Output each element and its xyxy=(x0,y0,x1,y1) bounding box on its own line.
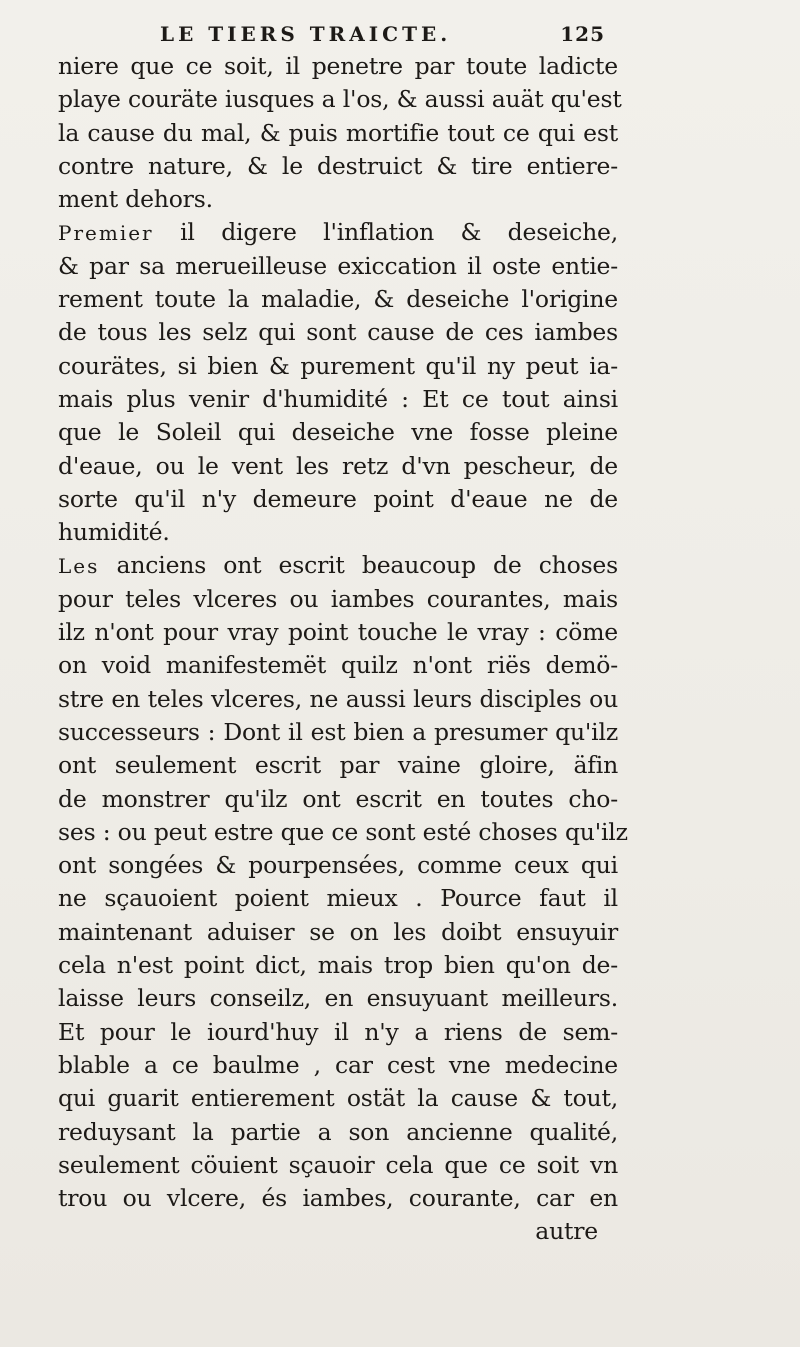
text-line xyxy=(58,616,618,649)
text-line xyxy=(58,549,618,582)
line-text: de tous les selz qui sont cause de ces iambes xyxy=(58,318,618,347)
text-line xyxy=(58,83,622,116)
text-line xyxy=(58,716,618,749)
line-text: cela n'est point dict, mais trop bien qu'on de- xyxy=(58,951,618,980)
text-line xyxy=(58,849,618,882)
text-line xyxy=(58,1116,618,1149)
text-line xyxy=(58,916,618,949)
text-line xyxy=(58,583,618,616)
text-line xyxy=(58,316,618,349)
line-text: d'eaue, ou le vent les retz d'vn pescheur, de xyxy=(58,451,618,480)
line-text: ment dehors. xyxy=(58,185,213,214)
text-line xyxy=(58,882,618,915)
line-text: la cause du mal, & puis mortifie tout ce qui est xyxy=(58,118,618,147)
paragraph-lead-word: Premier xyxy=(58,221,154,246)
text-line xyxy=(58,350,618,383)
text-line xyxy=(58,1182,618,1215)
line-text: mais plus venir d'humidité : Et ce tout ainsi xyxy=(58,384,618,413)
text-line xyxy=(58,1082,618,1115)
line-text: pour teles vlceres ou iambes courantes, mais xyxy=(58,584,618,613)
line-text: trou ou vlcere, és iambes, courante, car en xyxy=(58,1184,618,1213)
line-text: ses : ou peut estre que ce sont esté choses qu'ilz xyxy=(58,817,628,846)
line-text: maintenant aduiser se on les doibt ensuyuir xyxy=(58,917,618,946)
line-text: niere que ce soit, il penetre par toute ladicte xyxy=(58,52,618,80)
line-text: Et pour le iourd'huy il n'y a riens de sem- xyxy=(58,1017,618,1046)
text-line xyxy=(58,416,618,449)
text-line xyxy=(58,1016,618,1049)
page-header xyxy=(160,18,605,54)
line-text: ont seulement escrit par vaine gloire, äfin xyxy=(58,751,618,780)
line-text: contre nature, & le destruict & tire entiere- xyxy=(58,151,618,180)
text-line xyxy=(58,816,628,849)
line-text: ont songées & pourpensées, comme ceux qui xyxy=(58,851,618,880)
line-text: laisse leurs conseilz, en ensuyuant meilleurs. xyxy=(58,984,618,1013)
text-line xyxy=(58,483,618,516)
line-text: autre xyxy=(535,1217,598,1246)
text-line xyxy=(58,383,618,416)
line-text: humidité. xyxy=(58,518,170,547)
line-text: blable a ce baulme , car cest vne medecine xyxy=(58,1050,618,1079)
text-line xyxy=(58,516,618,549)
line-text: il digere l'inflation & deseiche, xyxy=(153,218,618,247)
line-text: on void manifestemët quilz n'ont riës demö- xyxy=(58,651,618,680)
text-line xyxy=(58,982,618,1015)
page-number: 125 xyxy=(560,22,605,46)
line-text: rement toute la maladie, & deseiche l'origine xyxy=(58,285,618,314)
line-text: courätes, si bien & purement qu'il ny peut ia- xyxy=(58,351,618,380)
text-line xyxy=(58,216,618,249)
running-title: LE TIERS TRAICTE. xyxy=(160,22,452,46)
line-text: stre en teles vlceres, ne aussi leurs disciples ou xyxy=(58,684,618,713)
text-line xyxy=(58,50,618,83)
line-text: qui guarit entierement ostät la cause & tout, xyxy=(58,1084,618,1113)
line-text: que le Soleil qui deseiche vne fosse pleine xyxy=(58,418,618,447)
text-line xyxy=(58,283,618,316)
body-text xyxy=(58,50,628,1249)
text-line xyxy=(58,683,618,716)
line-text: anciens ont escrit beaucoup de choses xyxy=(99,551,618,580)
paragraph-lead-word: Les xyxy=(58,554,100,579)
line-text: ne sçauoient poient mieux . Pource faut il xyxy=(58,884,618,913)
text-line xyxy=(58,183,618,216)
line-text: ilz n'ont pour vray point touche le vray : cöme xyxy=(58,618,618,647)
text-line xyxy=(58,150,618,183)
text-line xyxy=(58,117,618,150)
line-text: seulement cöuient sçauoir cela que ce soit vn xyxy=(58,1150,618,1179)
text-line xyxy=(58,1149,618,1182)
line-text: de monstrer qu'ilz ont escrit en toutes cho- xyxy=(58,784,618,813)
text-line xyxy=(58,783,618,816)
line-text: sorte qu'il n'y demeure point d'eaue ne de xyxy=(58,484,618,513)
text-line xyxy=(58,450,618,483)
line-text: successeurs : Dont il est bien a presumer qu'ilz xyxy=(58,717,618,746)
text-line xyxy=(58,949,618,982)
text-line xyxy=(58,749,618,782)
catchword xyxy=(58,1215,618,1248)
text-line xyxy=(58,649,618,682)
line-text: & par sa merueilleuse exiccation il oste entie- xyxy=(58,251,618,280)
text-line xyxy=(58,250,618,283)
text-line xyxy=(58,1049,618,1082)
line-text: playe couräte iusques a l'os, & aussi auät qu'est xyxy=(58,85,622,114)
line-text: reduysant la partie a son ancienne qualité, xyxy=(58,1117,618,1146)
